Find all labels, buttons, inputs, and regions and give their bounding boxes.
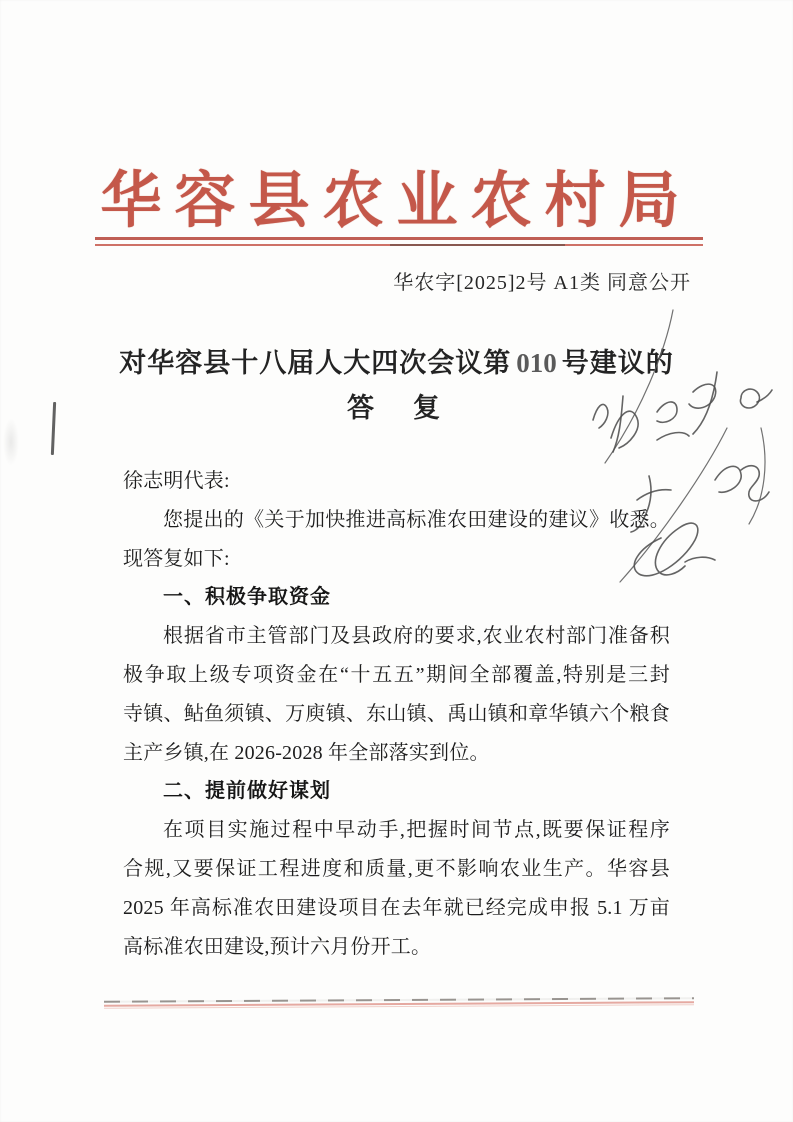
divider-line-top [95,237,703,240]
letterhead-divider-rule [95,237,703,246]
section2-text-line: 在项目实施过程中早动手,把握时间节点,既要保证程序 [163,819,670,842]
section1-text-line: 寺镇、鲇鱼须镇、万庾镇、东山镇、禹山镇和章华镇六个粮食 [123,702,670,725]
document-title-line2: 答 复 [347,393,446,423]
salutation-line: 徐志明代表: [123,470,230,492]
title-suffix: 号建议的 [561,348,674,378]
section1-text-line: 主产乡镇,在 2026-2028 年全部落实到位。 [123,741,490,764]
proposal-number: 010 [516,348,557,378]
section2-heading: 二、提前做好谋划 [163,780,331,803]
title-prefix: 对华容县十八届人大四次会议第 [119,348,512,378]
agency-letterhead-title: 华容县农业农村局 [100,168,693,235]
scan-edge-smudge [3,418,19,466]
page-fold-line [104,997,694,1009]
divider-ink-smudge [390,244,565,246]
section2-text-line: 合规,又要保证工程进度和质量,更不影响农业生产。华容县 [123,857,670,880]
document-reference-line: 华农字[2025]2号 A1类 同意公开 [393,272,691,294]
section1-text-line: 极争取上级专项资金在“十五五”期间全部覆盖,特别是三封 [123,663,670,686]
section2-text-line: 2025 年高标准农田建设项目在去年就已经完成申报 5.1 万亩 [123,896,670,919]
section1-text-line: 根据省市主管部门及县政府的要求,农业农村部门准备积 [163,625,670,648]
intro-line: 您提出的《关于加快推进高标准农田建设的建议》收悉。 [163,508,670,531]
section2-text-line: 高标准农田建设,预计六月份开工。 [123,935,432,958]
intro-continuation-line: 现答复如下: [123,547,230,570]
section1-heading: 一、积极争取资金 [163,586,331,609]
document-body [123,462,670,966]
